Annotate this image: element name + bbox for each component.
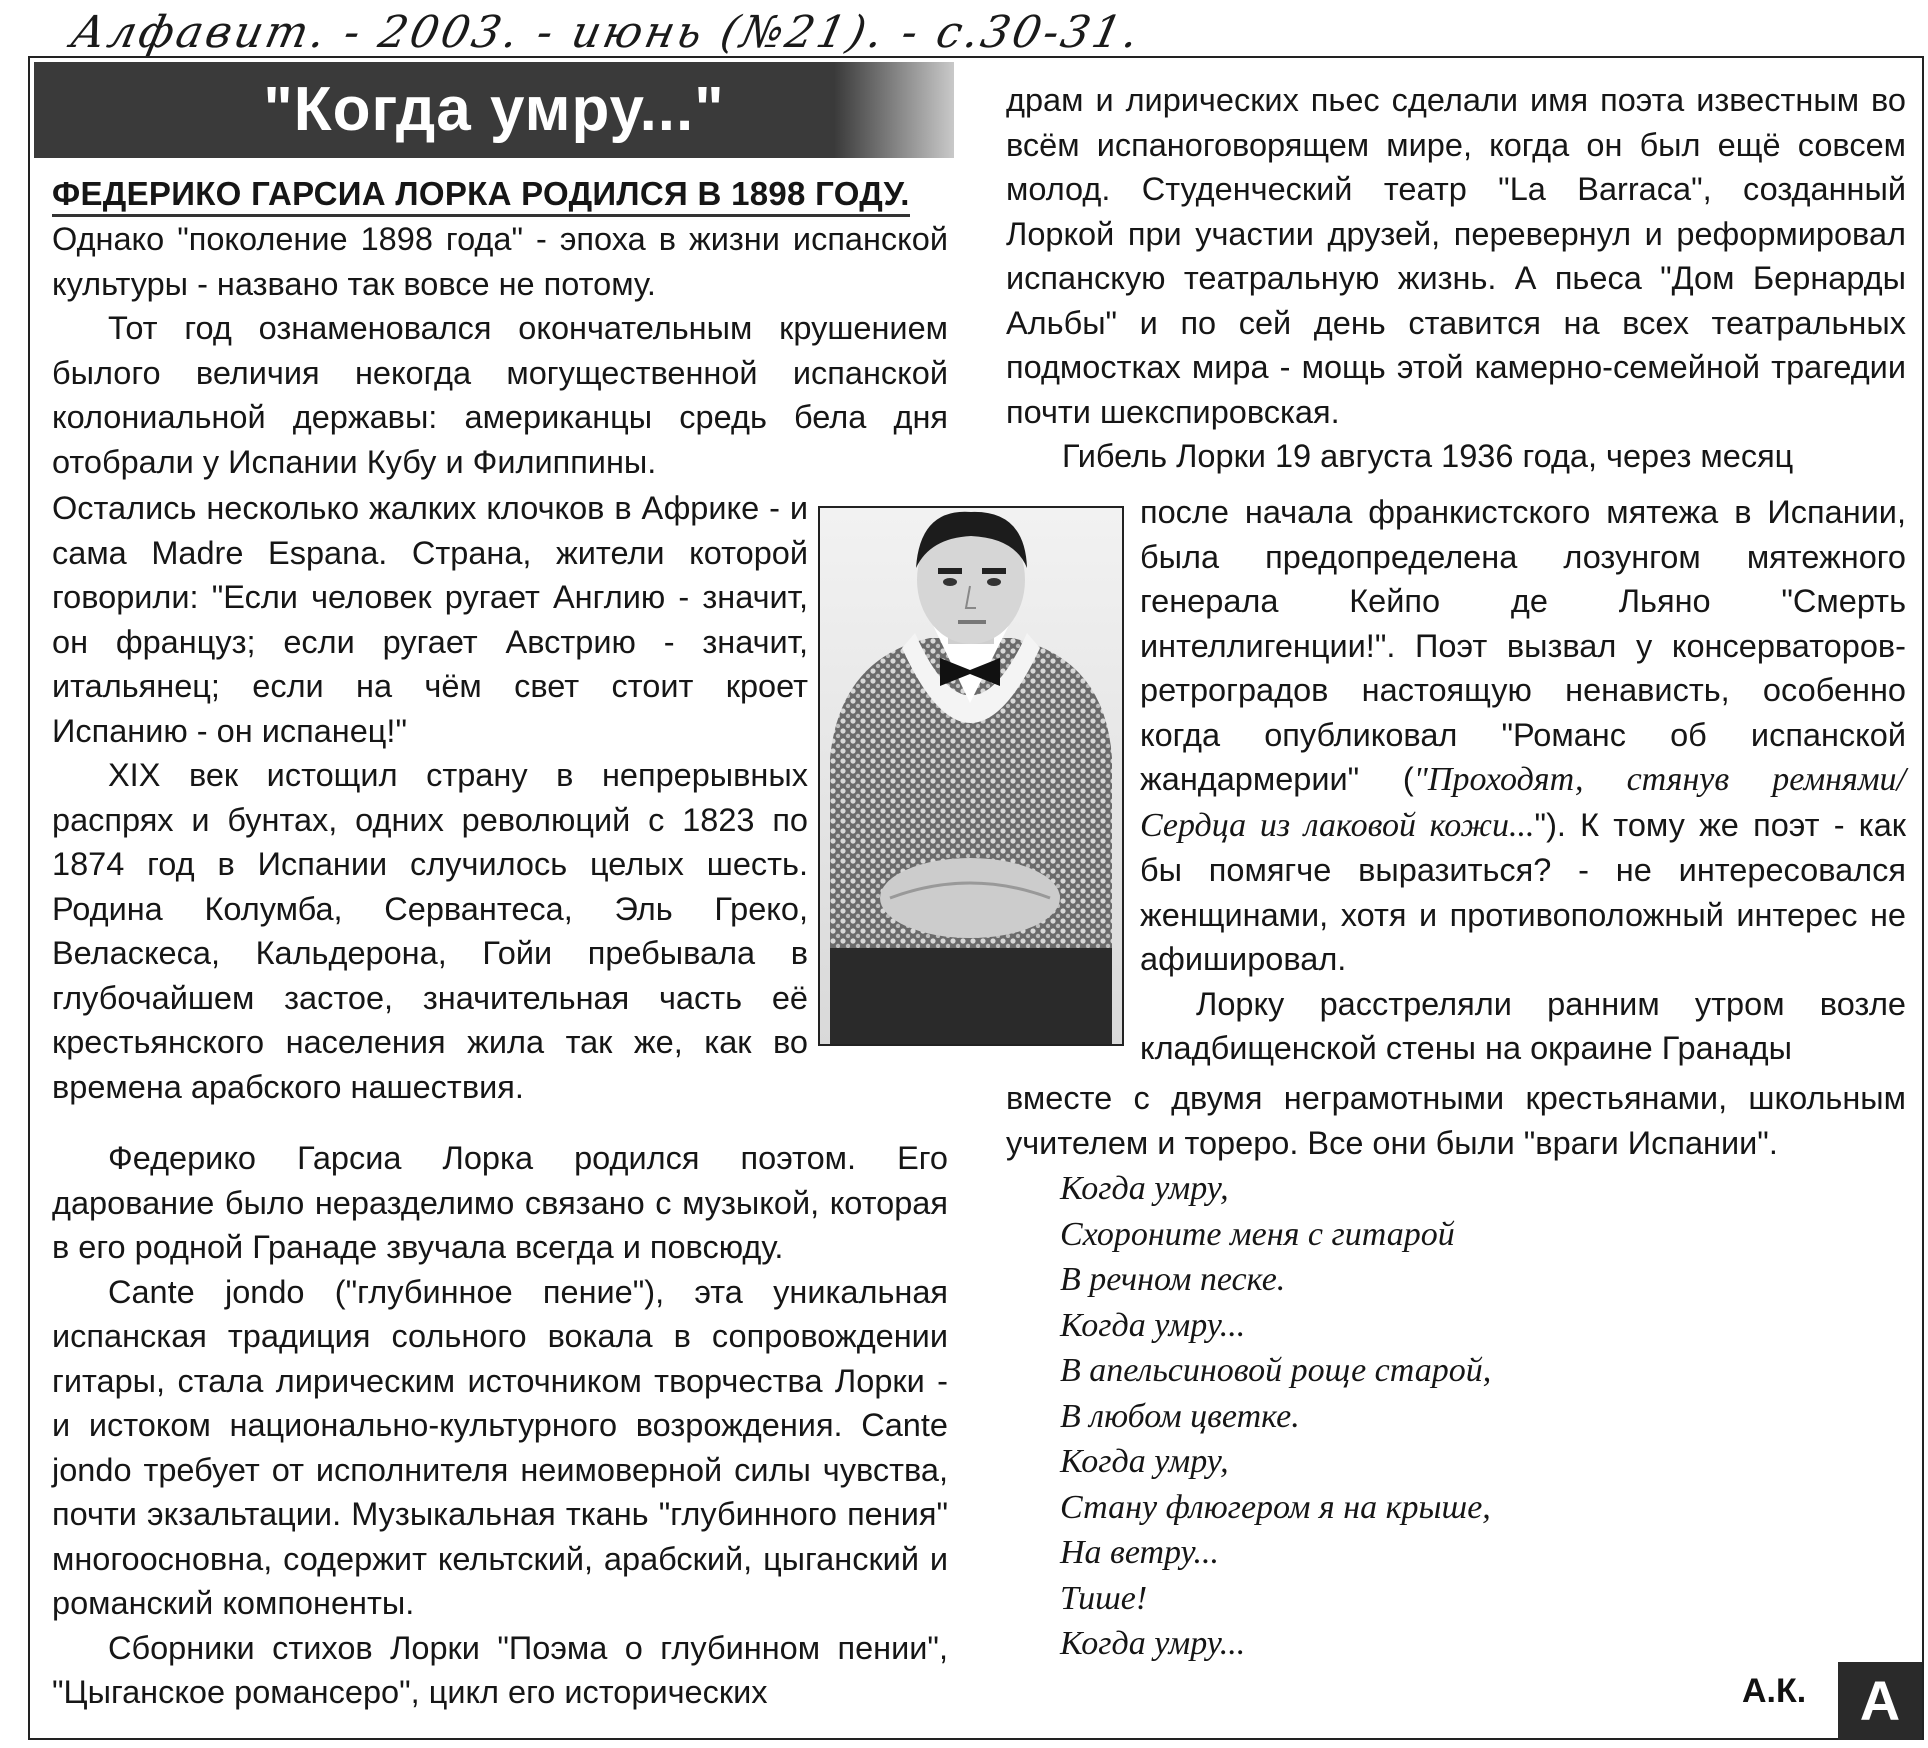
paragraph-right-2-text: после начала франкистского мятежа в Испании, была предопределена лозунгом мятежного генерала Кейпо де Льяно "Смерть интеллигенции!". Поэт вызвал у консерваторов-ретроградов настоящую ненависть, особенно когда опубликовал "Романс об испанской жандармерии" ( [1140, 494, 1906, 797]
paragraph-right-2 [1140, 490, 1906, 982]
poem-line: В любом цветке. [1060, 1397, 1300, 1435]
poem-line: В речном песке. [1060, 1261, 1286, 1298]
paragraph-left-2b: Остались несколько жалких клочков в Африке - и сама Madre Espana. Страна, жители которой говорили: "Если человек ругает Англию - значит, он француз; если ругает Австрию - значит, итальянец; если на чём свет стоит кроет Испанию - он испанец!" [52, 490, 808, 749]
left-column-narrow [52, 486, 808, 1109]
portrait-illustration [820, 508, 1122, 1044]
poem-line: Когда умру, [1060, 1443, 1229, 1480]
poem-line: Когда умру... [1060, 1306, 1246, 1344]
poem [1060, 1166, 1820, 1667]
paragraph-left-1: Однако "поколение 1898 года" - эпоха в жизни испанской культуры - названо так вовсе не потому. [52, 221, 948, 302]
paragraph-right-2-end: "). К тому же поэт - как бы помягче выразиться? - не интересовался женщинами, хотя и противоположный интерес не афишировал. [1140, 806, 1906, 977]
banner-shade [834, 62, 954, 158]
right-column-bottom [1006, 1076, 1906, 1165]
paragraph-right-3-start: Лорку расстреляли ранним утром возле кладбищенской стены на окраине Гранады [1140, 985, 1906, 1066]
paragraph-left-2: Тот год ознаменовался окончательным крушением былого величия некогда могущественной испанской колониальной державы: американцы средь бела дня отобрали у Испании Кубу и Филиппины. [52, 310, 948, 480]
article-headline: ФЕДЕРИКО ГАРСИА ЛОРКА РОДИЛСЯ В 1898 ГОДУ. [52, 174, 910, 217]
paragraph-right-2-first: Гибель Лорки 19 августа 1936 года, через месяц [1062, 438, 1794, 474]
poem-line: В апельсиновой роще старой, [1060, 1352, 1492, 1389]
poem-line: Когда умру... [1060, 1625, 1246, 1662]
poem-quote: "Проходят, стянув ремнями/ Сердца из лаковой кожи... [1140, 761, 1906, 844]
author-signature: А.К. [1742, 1672, 1807, 1710]
article-title: "Когда умру..." [263, 75, 725, 144]
handwritten-citation: Алфавит. - 2003. - июнь (№21). - с.30-31. [66, 7, 1147, 58]
paragraph-left-5: Cante jondo ("глубинное пение"), эта уникальная испанская традиция сольного вокала в сопровождении гитары, стала лирическим источником творчества Лорки - и истоком национально-культурного возрождения. Cante jondo требует от исполнителя неимоверной силы чувства, почти экзальтации. Музыкальная ткань "глубинного пения" многоосновна, содержит кельтский, арабский, цыганский и романский компоненты. [52, 1273, 948, 1621]
poem-line: На ветру... [1060, 1534, 1220, 1571]
paragraph-left-3: XIX век истощил страну в непрерывных распрях и бунтах, одних революций с 1823 по 1874 год в Испании случилось целых шесть. Родина Колумба, Сервантеса, Эль Греко, Веласкеса, Кальдерона, Гойи пребывала в глубочайшем застое, значительная часть её крестьянского населения жила так же, как во времена арабского нашествия. [52, 757, 808, 1105]
left-column-bottom [52, 1136, 948, 1715]
article-title-banner [34, 62, 954, 158]
poem-line: Стану флюгером я на крыше, [1060, 1488, 1491, 1526]
paragraph-right-3-end: вместе с двумя неграмотными крестьянами, школьным учителем и тореро. Все они были "враги Испании". [1006, 1080, 1906, 1161]
paragraph-left-6: Сборники стихов Лорки "Поэма о глубинном пении", "Цыганское романсеро", цикл его исторических [52, 1629, 948, 1710]
paragraph-right-1: драм и лирических пьес сделали имя поэта известным во всём испаноговорящем мире, когда он был ещё совсем молод. Студенческий театр "La Barraca", созданный Лоркой при участии друзей, перевернул и реформировал испанскую театральную жизнь. А пьеса "Дом Бернарды Альбы" и по сей день ставится на всех театральных подмостках мира - мощь этой камерно-семейной трагедии почти шекспировская. [1006, 82, 1906, 430]
right-column-narrow [1140, 490, 1906, 1071]
right-column-top [1006, 78, 1906, 479]
poem-line: Тише! [1060, 1579, 1148, 1617]
portrait-photo [818, 506, 1124, 1046]
poem-line: Схороните меня с гитарой [1060, 1215, 1455, 1253]
paragraph-left-4: Федерико Гарсиа Лорка родился поэтом. Его дарование было неразделимо связано с музыкой, которая в его родной Гранаде звучала всегда и повсюду. [52, 1140, 948, 1265]
magazine-logo: А [1838, 1662, 1922, 1740]
poem-line: Когда умру, [1060, 1170, 1229, 1207]
left-column-top [52, 172, 948, 484]
